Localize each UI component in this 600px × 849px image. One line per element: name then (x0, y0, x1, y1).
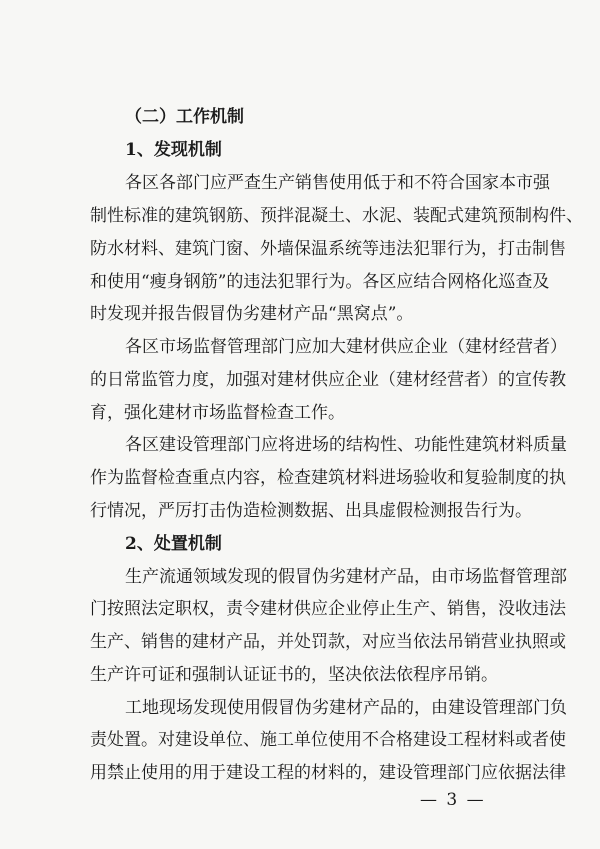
paragraph-line: 育，强化建材市场监督检查工作。 (90, 403, 345, 423)
paragraph-line: 防水材料、建筑门窗、外墙保温系统等违法犯罪行为，打击制售 (90, 239, 566, 259)
paragraph-line: 作为监督检查重点内容，检查建筑材料进场验收和复验制度的执 (90, 468, 566, 488)
page-number: — 3 — (420, 790, 486, 810)
paragraph-line: 各区市场监督管理部门应加大建材供应企业（建材经营者） (125, 337, 567, 357)
subsection-1-heading: 1、发现机制 (125, 140, 222, 160)
paragraph-line: 生产许可证和强制认证证书的，坚决依法依程序吊销。 (90, 665, 498, 685)
paragraph-line: 门按照法定职权，责令建材供应企业停止生产、销售，没收违法 (90, 599, 566, 619)
paragraph-line: 工地现场发现使用假冒伪劣建材产品的，由建设管理部门负 (125, 698, 567, 718)
paragraph-line: 各区各部门应严查生产销售使用低于和不符合国家本市强 (125, 173, 550, 193)
paragraph-line: 责处置。对建设单位、施工单位使用不合格建设工程材料或者使 (90, 730, 566, 750)
paragraph-line: 制性标准的建筑钢筋、预拌混凝土、水泥、装配式建筑预制构件、 (90, 206, 583, 226)
paragraph-line: 的日常监管力度，加强对建材供应企业（建材经营者）的宣传教 (90, 370, 566, 390)
paragraph-line: 生产、销售的建材产品，并处罚款，对应当依法吊销营业执照或 (90, 632, 566, 652)
subsection-2-heading: 2、处置机制 (125, 534, 222, 554)
paragraph-line: 行情况，严厉打击伪造检测数据、出具虚假检测报告行为。 (90, 501, 532, 521)
section-heading: （二）工作机制 (125, 107, 244, 127)
paragraph-line: 和使用“瘦身钢筋”的违法犯罪行为。各区应结合网格化巡查及 (90, 272, 550, 292)
paragraph-line: 生产流通领域发现的假冒伪劣建材产品，由市场监督管理部 (125, 567, 567, 587)
paragraph-line: 用禁止使用的用于建设工程的材料的，建设管理部门应依据法律 (90, 763, 566, 783)
paragraph-line: 时发现并报告假冒伪劣建材产品“黑窝点”。 (90, 304, 414, 324)
paragraph-line: 各区建设管理部门应将进场的结构性、功能性建筑材料质量 (125, 435, 567, 455)
